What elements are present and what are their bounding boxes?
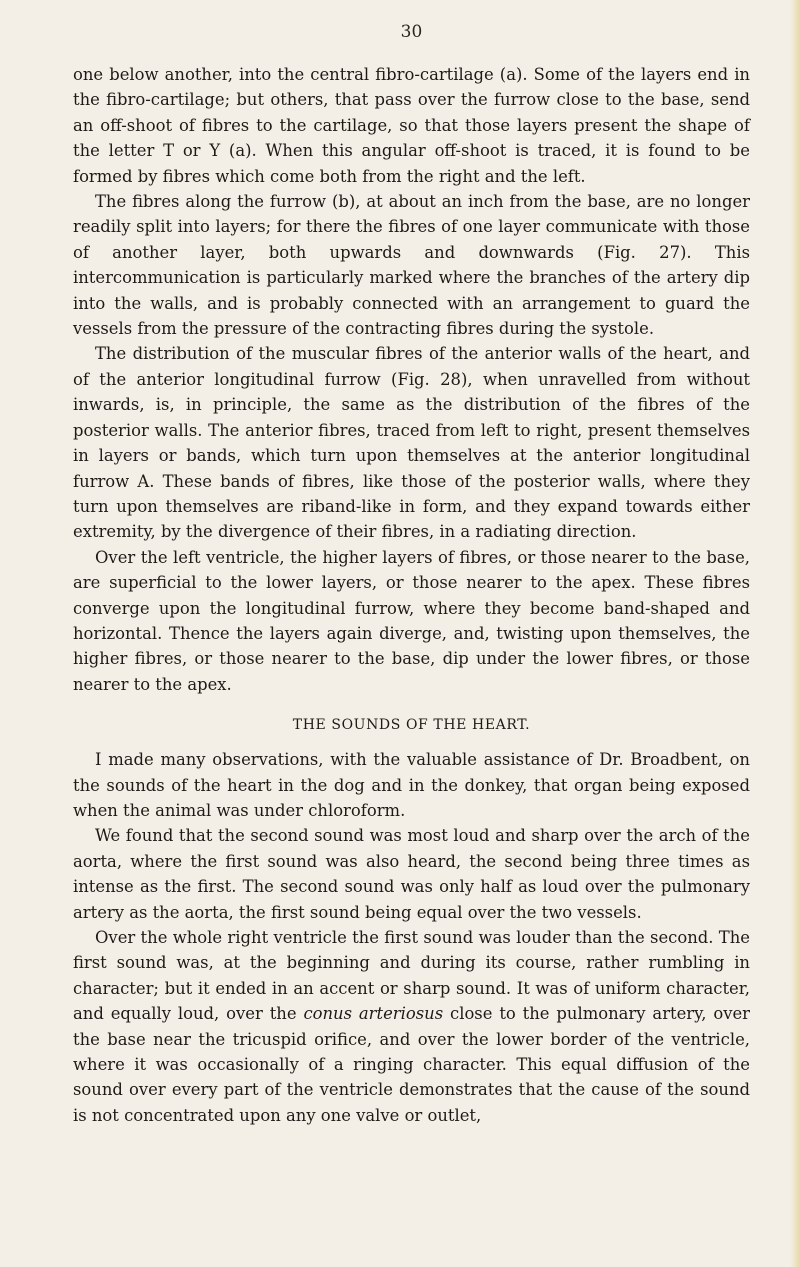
paragraph: one below another, into the central fibro-cartilage (a). Some of the layers end in the fibro-cartilage; but others, that pass over the furrow close to the base, send an off-shoot of fibres to the cartilage, so that those layers present the shape of the letter T or Y (a). When this angular off-shoot is traced, it is found to be formed by fibres which come both from the right and the left.: [73, 65, 750, 186]
paragraph: Over the left ventricle, the higher layers of fibres, or those nearer to the base, are superficial to the lower layers, or those nearer to the apex. These fibres converge upon the longitudinal furrow, where they become band-shaped and horizontal. Thence the layers again diverge, and, twisting upon themselves, the higher fibres, or those nearer to the base, dip under the lower fibres, or those nearer to the apex.: [73, 547, 750, 694]
paragraph: I made many observations, with the valuable assistance of Dr. Broadbent, on the sounds of the heart in the dog and in the donkey, that organ being exposed when the animal was under chloroform.: [73, 750, 750, 820]
paragraph-lead: Over the whole right ventricle the first sound was louder than the second. The first sound was, at the beginning and during its course, rather rumbling in character; but it ended in an accent or sharp sound. It was of uniform character, and equally loud, over the: [73, 928, 750, 1024]
page-number: 30: [400, 22, 423, 42]
page-edge-shadow: [790, 0, 800, 1267]
paragraph-tail: close to the pulmonary artery, over the base near the tricuspid orifice, and over the lower border of the ventricle, where it was occasionally of a ringing character. This equal diffusion of the sound over every part of the ventricle demonstrates that the cause of the sound is not concentrated upon any one valve or outlet,: [73, 1004, 750, 1125]
latin-term: conus arteriosus: [303, 1004, 444, 1024]
paragraph: The distribution of the muscular fibres of the anterior walls of the heart, and of the anterior longitudinal furrow (Fig. 28), when unravelled from without inwards, is, in principle, the same as the distribution of the fibres of the posterior walls. The anterior fibres, traced from left to right, present themselves in layers or bands, which turn upon themselves at the anterior longitudinal furrow A. These bands of fibres, like those of the posterior walls, where they turn upon themselves are riband-like in form, and they expand towards either extremity, by the divergence of their fibres, in a radiating direction.: [73, 344, 750, 542]
body-text: [73, 62, 750, 1128]
section-heading: THE SOUNDS OF THE HEART.: [292, 717, 531, 734]
paragraph: The fibres along the furrow (b), at about an inch from the base, are no longer readily split into layers; for there the fibres of one layer communicate with those of another layer, both upwards and downwards (Fig. 27). This intercommunication is particularly marked where the branches of the artery dip into the walls, and is probably connected with an arrangement to guard the vessels from the pressure of the contracting fibres during the systole.: [73, 192, 750, 339]
paragraph: We found that the second sound was most loud and sharp over the arch of the aorta, where the first sound was also heard, the second being three times as intense as the first. The second sound was only half as loud over the pulmonary artery as the aorta, the first sound being equal over the two vessels.: [73, 826, 750, 922]
paragraph: [73, 925, 750, 1128]
